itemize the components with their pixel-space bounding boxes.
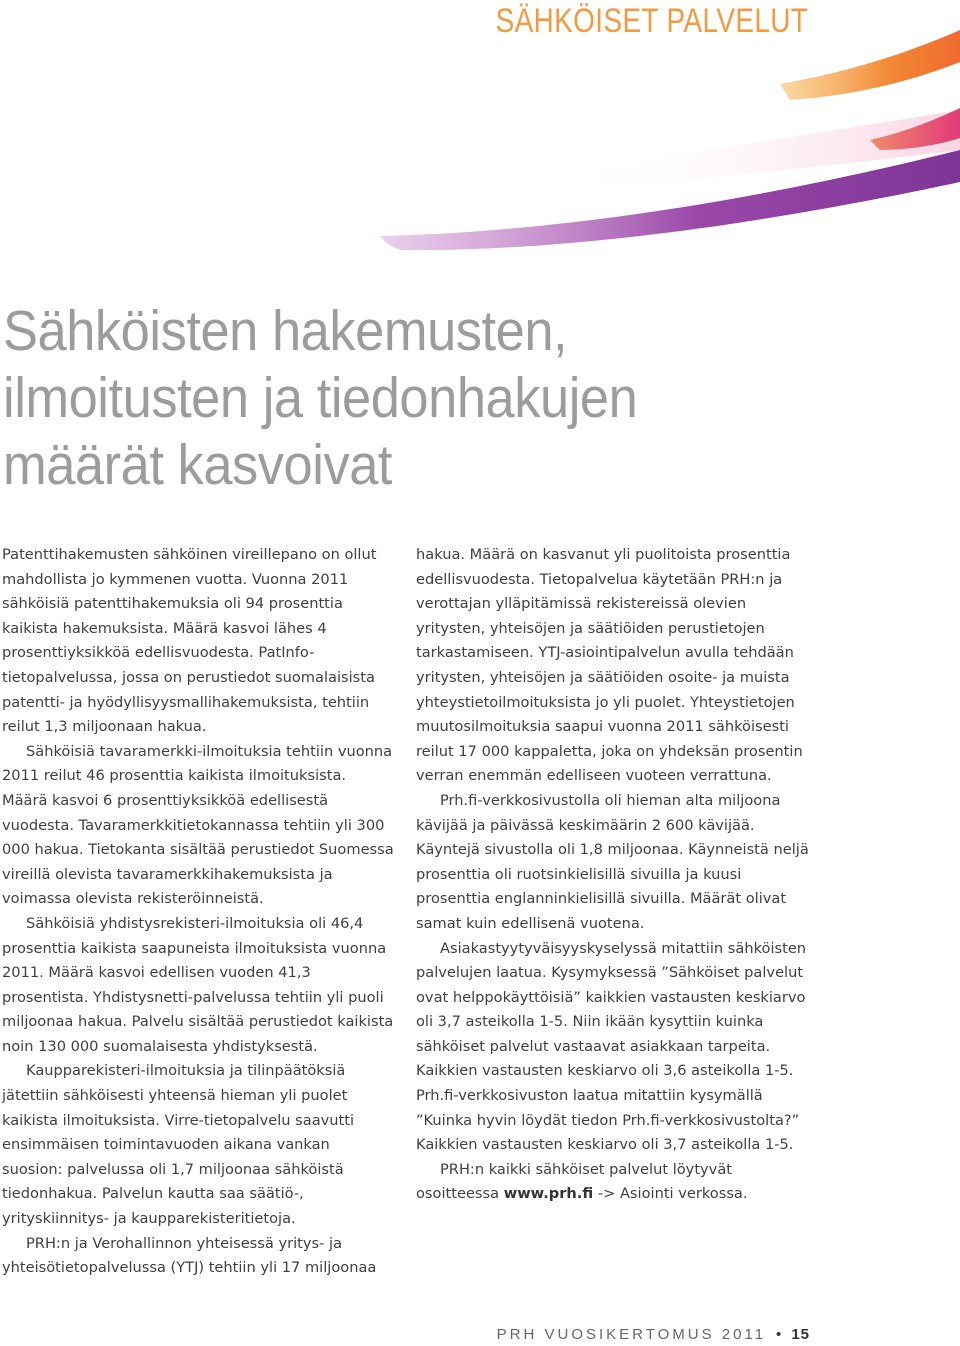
paragraph-website: Prh.fi-verkkosivustolla oli hieman alta miljoona kävijää ja päivässä keskimäärin 2 600 kävijää. Käyntejä sivustolla oli 1,8 miljoonaa. Käynneistä neljä prosenttia oli ruotsinkielisillä sivuilla ja kuusi prosenttia englanninkielisillä sivuilla. Määrät olivat samat kuin edellisenä vuotena. — [416, 791, 809, 932]
paragraph-trade-register: Kaupparekisteri-ilmoituksia ja tilinpäätöksiä jätettiin sähköisesti yhteensä hieman yli puolet kaikista ilmoituksista. Virre-tietopalvelu saavutti ensimmäisen toimintavuoden aikana vankan suosion: palvelussa oli 1,7 miljoonaa sähköistä tiedonhakua. Palvelun kautta saa säätiö-, yrityskiinnitys- ja kaupparekisteritietoja. — [2, 1062, 355, 1228]
paragraph-ytj: PRH:n ja Verohallinnon yhteisessä yritys- ja yhteisötietopalvelussa (YTJ) tehtiin yli 17 miljoonaa — [2, 1234, 377, 1277]
decorative-swoosh — [0, 0, 960, 300]
title-line: Sähköisten hakemusten, — [3, 299, 568, 363]
separator-dot: • — [776, 1326, 782, 1343]
closing-text: PRH:n kaikki sähköiset palvelut löytyvät osoitteessa — [416, 1160, 732, 1203]
page-title — [3, 298, 692, 499]
website-link[interactable]: www.prh.fi — [503, 1185, 594, 1203]
paragraph-associations: Sähköisiä yhdistysrekisteri-ilmoituksia oli 46,4 prosenttia kaikista saapuneista ilmoituksista vuonna 2011. Määrä kasvoi edellisen vuoden 41,3 prosentista. Yhdistysnetti-palvelussa tehtiin yli puoli miljoonaa hakua. Palvelu sisältää perustiedot kaikista noin 130 000 suomalaisesta yhdistyksestä. — [2, 914, 394, 1055]
paragraph-satisfaction: Asiakastyytyväisyyskyselyssä mitattiin sähköisten palvelujen laatua. Kysymyksessä ”Sähköiset palvelut ovat helppokäyttöisiä” kaikkien vastausten keskiarvo oli 3,7 asteikolla 1-5. Niin ikään kysyttiin kuinka sähköiset palvelut vastaavat asiakkaan tarpeita. Kaikkien vastausten keskiarvo oli 3,6 asteikolla 1-5. Prh.fi-verkkosivuston laatua mitattiin kysymällä ”Kuinka hyvin löydät tiedon Prh.fi-verkkosivustolta?” Kaikkien vastausten keskiarvo oli 3,7 asteikolla 1-5. — [416, 939, 807, 1154]
swoosh-orange-band — [780, 30, 960, 100]
closing-suffix: -> Asiointi verkossa. — [597, 1185, 748, 1203]
title-line: ilmoitusten ja tiedonhakujen — [3, 366, 638, 430]
page-footer — [497, 1326, 810, 1343]
paragraph-trademarks: Sähköisiä tavaramerkki-ilmoituksia tehtiin vuonna 2011 reilut 46 prosenttia kaikista ilmoituksista. Määrä kasvoi 6 prosenttiyksikköä edellisestä vuodesta. Tavaramerkkitietokannassa tehtiin yli 300 000 hakua. Tietokanta sisältää perustiedot Suomessa vireillä olevista tavaramerkkihakemuksista ja voimassa olevista rekisteröinneistä. — [2, 742, 394, 908]
paragraph-ytj-continued: hakua. Määrä on kasvanut yli puolitoista prosenttia edellisvuodesta. Tietopalvelua käytetään PRH:n ja verottajan ylläpitämissä rekistereissä olevien yritysten, yhteisöjen ja säätiöiden perustietojen tarkastamiseen. YTJ-asiointipalvelun avulla tehdään yritysten, yhteisöjen ja säätiöiden osoite- ja muista yhteystietoilmoituksista jo yli puolet. Yhteystietojen muutosilmoituksia saapui vuonna 2011 sähköisesti reilut 17 000 kappaletta, joka on yhdeksän prosentin verran enemmän edelliseen vuoteen verrattuna. — [416, 546, 803, 785]
paragraph-patents: Patenttihakemusten sähköinen vireillepano on ollut mahdollista jo kymmenen vuotta. Vuonna 2011 sähköisiä patenttihakemuksia oli 94 prosenttia kaikista hakemuksista. Määrä kasvoi lähes 4 prosenttiyksikköä edellisvuodesta. PatInfo-tietopalvelussa, jossa on perustiedot suomalaisista patentti- ja hyödyllisyysmallihakemuksista, tehtiin reilut 1,3 miljoonaan hakua. — [2, 546, 377, 736]
title-line: määrät kasvoivat — [3, 433, 393, 497]
left-column — [2, 543, 394, 1281]
right-column — [416, 543, 812, 1207]
publication-name: PRH VUOSIKERTOMUS 2011 — [496, 1326, 767, 1343]
page-number: 15 — [791, 1326, 810, 1343]
section-label: SÄHKÖISET PALVELUT — [495, 2, 808, 40]
paragraph-closing — [416, 1158, 812, 1207]
